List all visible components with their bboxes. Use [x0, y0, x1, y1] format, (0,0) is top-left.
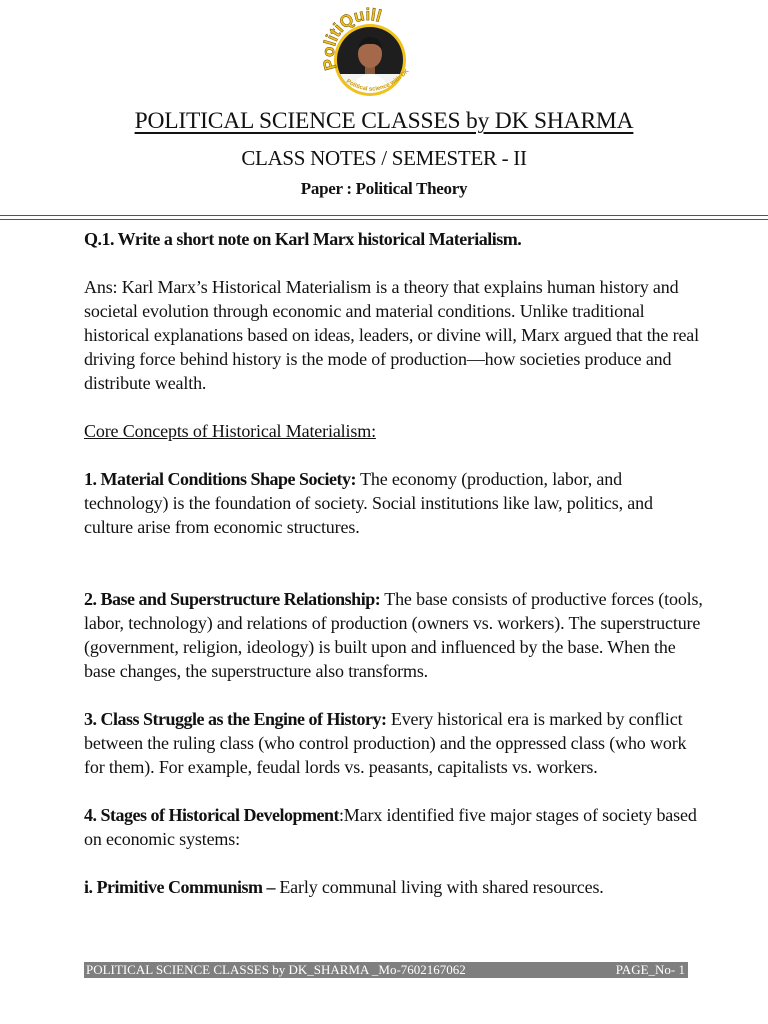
point-primitive-communism: i. Primitive Communism – Early communal living with shared resources. [84, 877, 604, 897]
footer-page-number: PAGE_No- 1 [615, 962, 685, 977]
politiquill-logo [318, 4, 422, 104]
core-concepts-heading: Core Concepts of Historical Materialism: [84, 421, 376, 441]
page-title: POLITICAL SCIENCE CLASSES by DK SHARMA [134, 108, 634, 134]
point-stages-development: 4. Stages of Historical Development:Marx identified five major stages of society based on economic systems: [84, 805, 697, 849]
question-heading: Q.1. Write a short note on Karl Marx historical Materialism. [84, 229, 522, 249]
page-subtitle: CLASS NOTES / SEMESTER - II [241, 146, 527, 170]
answer-label: Ans: [84, 277, 118, 297]
answer-text: Karl Marx’s Historical Materialism is a theory that explains human history and societal evolution through economic and material conditions. Unlike traditional historical explanations based on ideas, leaders, or divine will, Marx argued that the real driving force behind history is the mode of production—how societies produce and distribute wealth. [84, 277, 699, 393]
logo-brand-text: PolitiQuill [318, 5, 384, 73]
footer-contact: POLITICAL SCIENCE CLASSES by DK_SHARMA _Mo-7602167062 [86, 962, 466, 977]
logo-graphic [318, 4, 422, 104]
answer-paragraph [84, 275, 704, 395]
header-rule-bottom [0, 219, 768, 220]
point-material-conditions: 1. Material Conditions Shape Society: The economy (production, labor, and technology) is the foundation of society. Social institutions like law, politics, and culture arise from economic structures. [84, 469, 653, 537]
point-base-superstructure: 2. Base and Superstructure Relationship: The base consists of productive forces (tools, labor, technology) and relations of production (owners vs. workers). The superstructure (government, religion, ideology) is built upon and influenced by the base. When the base changes, the superstructure also transforms. [84, 589, 703, 681]
page-footer [84, 962, 688, 978]
notes-body [84, 227, 704, 899]
header-rule-top [0, 215, 768, 216]
paper-label: Paper : Political Theory [300, 179, 468, 198]
logo-tagline-text: Political science with DK [344, 68, 411, 93]
point-class-struggle: 3. Class Struggle as the Engine of History: Every historical era is marked by conflict between the ruling class (who control production) and the oppressed class (who work for them). For example, feudal lords vs. peasants, capitalists vs. workers. [84, 709, 687, 777]
